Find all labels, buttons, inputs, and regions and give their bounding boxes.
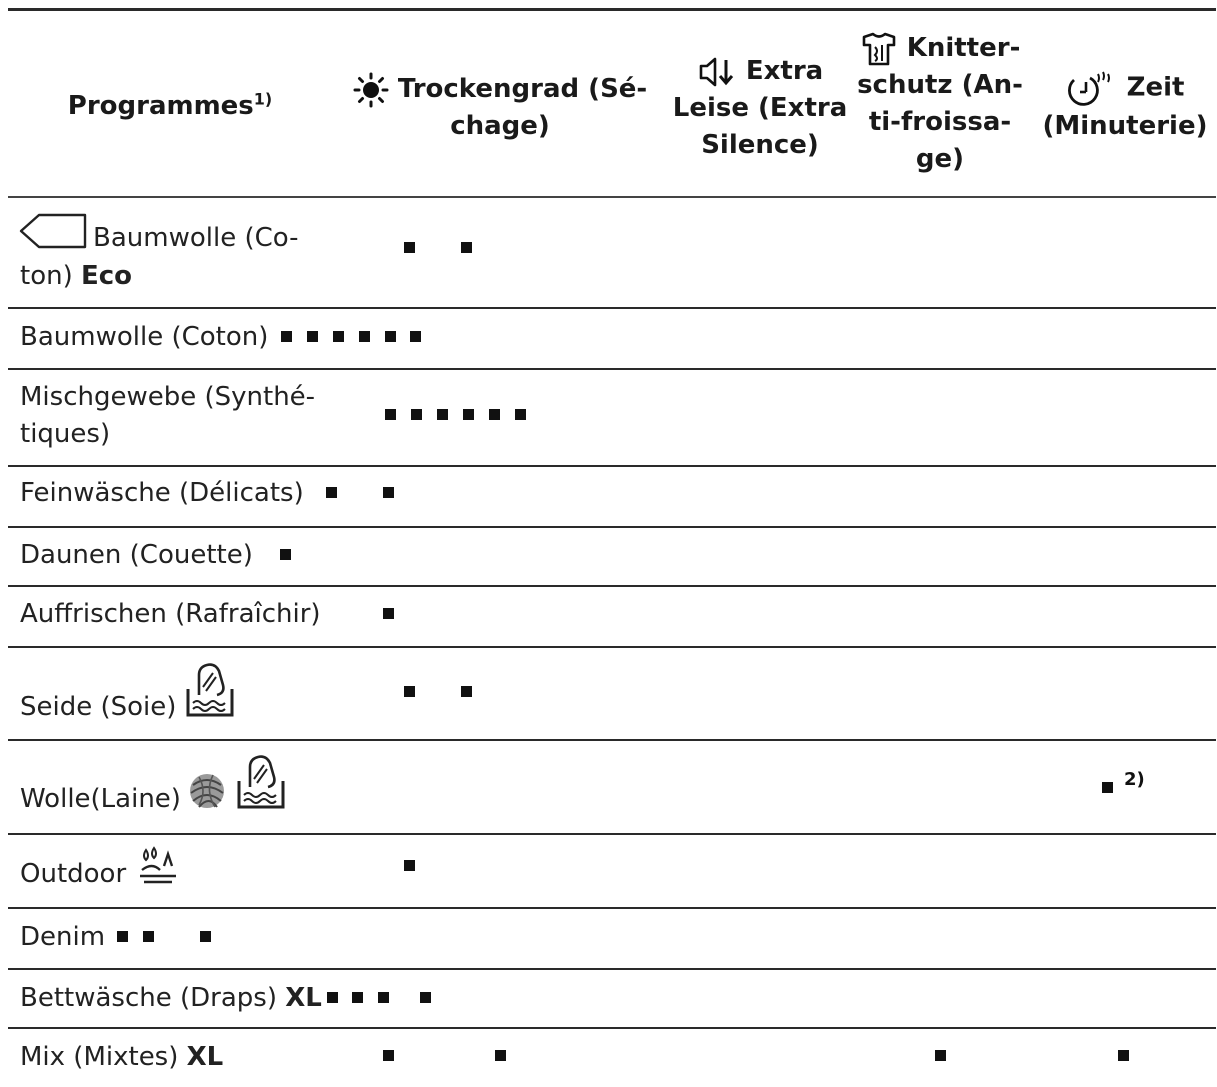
option-mark	[383, 1050, 394, 1061]
option-mark	[281, 331, 292, 342]
option-mark	[280, 549, 291, 560]
wool-ball-icon	[187, 771, 227, 811]
header-rule	[8, 196, 1216, 198]
option-mark	[143, 931, 154, 942]
option-mark	[200, 931, 211, 942]
row-divider	[8, 307, 1216, 309]
eco-label: Eco	[81, 261, 133, 291]
sun-icon	[353, 72, 389, 108]
option-mark	[437, 409, 448, 420]
row-label-daunen: Daunen (Couette)	[20, 540, 253, 570]
option-mark	[385, 409, 396, 420]
option-mark	[327, 992, 338, 1003]
header-trockengrad-line2: chage)	[450, 111, 550, 141]
option-mark	[383, 608, 394, 619]
header-extra-line3: Silence)	[701, 130, 819, 160]
option-mark	[411, 409, 422, 420]
option-mark	[489, 409, 500, 420]
row-divider	[8, 968, 1216, 970]
handwash-icon	[236, 753, 286, 811]
option-mark	[1102, 782, 1113, 793]
option-mark	[410, 331, 421, 342]
row-label-baumwolle-eco-line2	[20, 257, 132, 295]
row-label-auffrischen: Auffrischen (Rafraîchir)	[20, 599, 321, 629]
option-mark	[383, 487, 394, 498]
row-label-mix	[20, 1038, 223, 1076]
header-trockengrad-line1: Trockengrad (Sé-	[397, 74, 648, 104]
header-programmes	[30, 88, 310, 125]
timer-icon	[1066, 68, 1118, 108]
option-mark	[420, 992, 431, 1003]
header-knitterschutz	[850, 30, 1030, 178]
row-divider	[8, 739, 1216, 741]
row-label-outdoor: Outdoor	[20, 859, 127, 889]
option-mark	[515, 409, 526, 420]
header-knitter-line3: ti-froissa-	[868, 107, 1012, 137]
row-divider	[8, 585, 1216, 587]
row-label-text: Bettwäsche (Draps)	[20, 983, 286, 1013]
option-mark	[404, 242, 415, 253]
header-knitter-line2: schutz (An-	[857, 70, 1023, 100]
option-mark	[1118, 1050, 1129, 1061]
row-label-text: ton)	[20, 261, 81, 291]
shirt-icon	[860, 31, 898, 67]
header-zeit	[1035, 68, 1215, 145]
row-divider	[8, 1027, 1216, 1029]
header-zeit-line1: Zeit	[1126, 72, 1185, 103]
option-mark	[404, 686, 415, 697]
option-mark	[463, 409, 474, 420]
row-label-baumwolle-eco-line1: Baumwolle (Co-	[93, 223, 299, 253]
row-divider	[8, 646, 1216, 648]
option-mark	[378, 992, 389, 1003]
footnote-2: 2)	[1124, 769, 1145, 790]
xl-label: XL	[285, 983, 322, 1013]
row-label-text: Mix (Mixtes)	[20, 1042, 187, 1072]
option-mark	[495, 1050, 506, 1061]
footnote-marker: 1)	[253, 89, 273, 109]
header-programmes-label: Programmes	[67, 91, 254, 121]
row-divider	[8, 833, 1216, 835]
option-mark	[352, 992, 363, 1003]
option-mark	[461, 242, 472, 253]
header-knitter-line4: ge)	[915, 144, 965, 174]
header-extra-line2: Leise (Extra	[672, 93, 848, 123]
outdoor-icon	[138, 846, 182, 886]
option-mark	[404, 860, 415, 871]
option-mark	[117, 931, 128, 942]
row-label-mischgewebe-line2: tiques)	[20, 419, 111, 449]
header-knitter-line1: Knitter-	[906, 33, 1021, 63]
tag-icon	[19, 213, 87, 249]
row-divider	[8, 907, 1216, 909]
row-label-seide: Seide (Soie)	[20, 692, 177, 722]
option-mark	[385, 331, 396, 342]
header-zeit-line2: (Minuterie)	[1042, 111, 1208, 141]
row-label-feinwaesche: Feinwäsche (Délicats)	[20, 478, 304, 508]
option-mark	[326, 487, 337, 498]
header-trockengrad	[345, 71, 655, 145]
xl-label: XL	[186, 1042, 224, 1072]
option-mark	[935, 1050, 946, 1061]
row-label-denim: Denim	[20, 922, 106, 952]
row-label-mischgewebe-line1: Mischgewebe (Synthé-	[20, 382, 316, 412]
row-label-baumwolle: Baumwolle (Coton)	[20, 322, 269, 352]
row-divider	[8, 368, 1216, 370]
header-extra-line1: Extra	[745, 56, 824, 86]
option-mark	[307, 331, 318, 342]
handwash-icon	[185, 661, 235, 719]
row-divider	[8, 465, 1216, 467]
option-mark	[359, 331, 370, 342]
table-top-rule	[8, 8, 1216, 11]
option-mark	[333, 331, 344, 342]
row-label-bettwaesche	[20, 979, 322, 1017]
header-extra-leise	[665, 53, 855, 164]
option-mark	[461, 686, 472, 697]
quiet-speaker-icon	[697, 54, 737, 90]
row-label-wolle: Wolle(Laine)	[20, 784, 181, 814]
row-divider	[8, 526, 1216, 528]
